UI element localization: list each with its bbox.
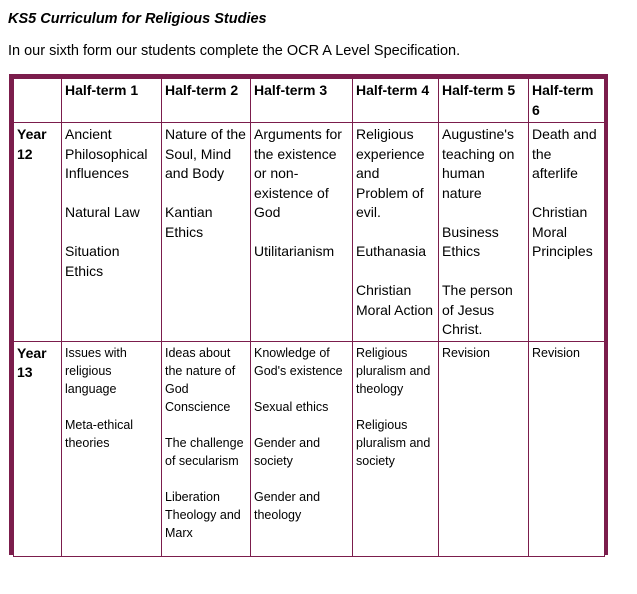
- topic: Death and the afterlife: [532, 126, 597, 181]
- topic-gap: [442, 262, 525, 282]
- header-cell: Half-term 1: [62, 79, 162, 123]
- topic: Gender and theology: [254, 489, 321, 522]
- year-12-row: [14, 123, 605, 342]
- table-cell: [439, 123, 529, 342]
- topic: Augustine's teaching on human nature: [442, 126, 515, 201]
- topic: Gender and society: [254, 435, 321, 468]
- table-cell: [529, 123, 605, 342]
- topic: Religious experience and Problem of evil.: [356, 126, 425, 220]
- header-cell: Half-term 5: [439, 79, 529, 123]
- table-cell: [62, 123, 162, 342]
- topic: Nature of the Soul, Mind and Body: [165, 126, 246, 181]
- table-cell: [251, 341, 353, 556]
- topic: Revision: [442, 345, 490, 360]
- table-cell: [529, 341, 605, 556]
- topic: Ideas about the nature of God Conscience: [165, 345, 236, 414]
- topic: Arguments for the existence or non-existence of God: [254, 126, 342, 220]
- topic-gap: [165, 470, 247, 488]
- topic: Natural Law: [65, 204, 140, 220]
- topic-gap: [254, 380, 349, 398]
- year-label: Year 13: [14, 341, 62, 556]
- table-cell: [162, 341, 251, 556]
- header-cell: Half-term 4: [353, 79, 439, 123]
- topic-gap: [356, 223, 435, 243]
- topic-gap: [65, 223, 158, 243]
- topic-gap: [65, 184, 158, 204]
- topic: Utilitarianism: [254, 243, 335, 259]
- header-cell: Half-term 2: [162, 79, 251, 123]
- header-cell: [14, 79, 62, 123]
- topic-gap: [356, 262, 435, 282]
- topic: Kantian Ethics: [165, 204, 213, 240]
- topic-gap: [442, 203, 525, 223]
- topic: Religious pluralism and society: [356, 417, 431, 468]
- intro-text: In our sixth form our students complete the OCR A Level Specification.: [8, 43, 461, 59]
- table-cell: [251, 123, 353, 342]
- table-cell: [439, 341, 529, 556]
- header-cell: Half-term 3: [251, 79, 353, 123]
- table-cell: [162, 123, 251, 342]
- topic: The challenge of secularism: [165, 435, 244, 468]
- header-row: [14, 79, 605, 123]
- topic-gap: [254, 470, 349, 488]
- topic: Christian Moral Principles: [532, 204, 593, 259]
- topic: Business Ethics: [442, 223, 499, 259]
- table-cell: [62, 341, 162, 556]
- table-cell: [353, 123, 439, 342]
- header-cell: Half-term 6: [529, 79, 605, 123]
- topic: Sexual ethics: [254, 399, 329, 414]
- topic: Issues with religious language: [65, 345, 127, 396]
- topic: Religious pluralism and theology: [356, 345, 431, 396]
- page-title: KS5 Curriculum for Religious Studies: [8, 11, 267, 27]
- curriculum-table: [13, 78, 605, 557]
- year-13-row: [14, 341, 605, 556]
- topic: Meta-ethical theories: [65, 417, 134, 450]
- topic: Liberation Theology and Marx: [165, 489, 241, 540]
- topic-gap: [65, 398, 158, 416]
- topic-gap: [532, 184, 601, 204]
- topic-gap: [356, 398, 435, 416]
- table-cell: [353, 341, 439, 556]
- topic: Euthanasia: [356, 243, 427, 259]
- topic-gap: [254, 416, 349, 434]
- curriculum-table-frame: [9, 74, 608, 555]
- year-label: Year 12: [14, 123, 62, 342]
- topic-gap: [165, 184, 247, 204]
- topic: Revision: [532, 345, 580, 360]
- topic: Ancient Philosophical Influences: [65, 126, 148, 181]
- topic: Situation Ethics: [65, 243, 120, 279]
- topic-gap: [254, 223, 349, 243]
- topic: The person of Jesus Christ.: [442, 282, 513, 337]
- topic: Knowledge of God's existence: [254, 345, 343, 378]
- topic-gap: [165, 416, 247, 434]
- topic: Christian Moral Action: [356, 282, 434, 318]
